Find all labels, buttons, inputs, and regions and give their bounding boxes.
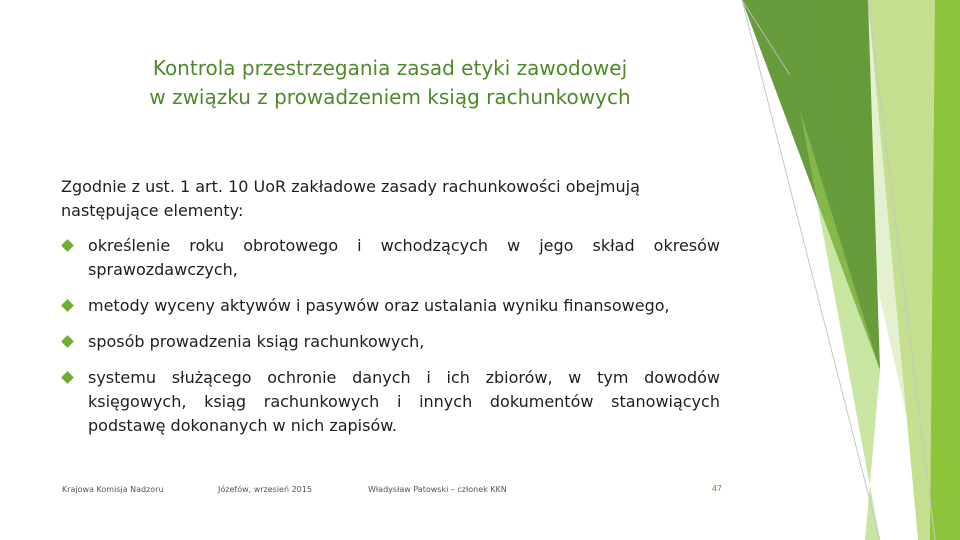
bullet-list <box>60 234 720 438</box>
diamond-bullet-icon <box>61 299 74 312</box>
footer-author: Władysław Patowski – członek KKN <box>368 485 507 494</box>
list-item <box>60 330 720 354</box>
diamond-bullet-icon <box>61 239 74 252</box>
page-number: 47 <box>711 484 722 493</box>
bullet-text: systemu służącego ochronie danych i ich zbiorów, w tym dowodów księgowych, ksiąg rachunkowych i innych dokumentów stanowiących podstawę dokonanych w nich zapisów. <box>88 368 720 435</box>
list-item <box>60 294 720 318</box>
slide-title-line-2: w związku z prowadzeniem ksiąg rachunkowych <box>149 85 631 109</box>
footer-place-date: Józefów, wrzesień 2015 <box>218 485 312 494</box>
slide-title-line-1: Kontrola przestrzegania zasad etyki zawodowej <box>152 56 628 80</box>
list-item <box>60 234 720 282</box>
bullet-text: określenie roku obrotowego i wchodzących w jego skład okresów sprawozdawczych, <box>88 236 720 279</box>
diamond-bullet-icon <box>61 335 74 348</box>
bullet-text: metody wyceny aktywów i pasywów oraz ustalania wyniku finansowego, <box>88 296 670 315</box>
slide-title <box>95 54 685 112</box>
footer-organization: Krajowa Komisja Nadzoru <box>62 485 164 494</box>
intro-paragraph: Zgodnie z ust. 1 art. 10 UoR zakładowe zasady rachunkowości obejmują następujące elementy: <box>61 177 640 220</box>
list-item <box>60 366 720 438</box>
diamond-bullet-icon <box>61 371 74 384</box>
bullet-text: sposób prowadzenia ksiąg rachunkowych, <box>88 332 425 351</box>
